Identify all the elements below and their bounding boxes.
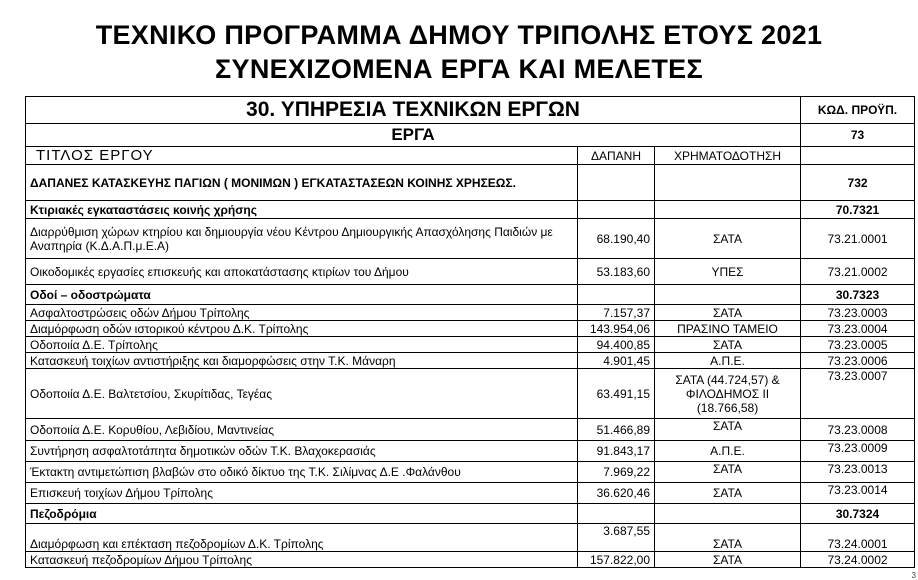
row-cost: 51.466,89 bbox=[578, 419, 655, 441]
row-cost: 7.157,37 bbox=[578, 305, 655, 321]
row-code: 73.24.0002 bbox=[801, 552, 915, 568]
table-row bbox=[26, 462, 915, 483]
works-title: ΕΡΓΑ bbox=[26, 124, 801, 147]
main-category-row bbox=[26, 165, 915, 201]
row-title: Συντήρηση ασφαλτοτάπητα δημοτικών οδών Τ.Κ. Βλαχοκερασιάς bbox=[26, 441, 578, 462]
code-header: ΚΩΔ. ΠΡΟΫΠ. bbox=[801, 97, 915, 124]
row-title: Επισκευή τοιχίων Δήμου Τρίπολης bbox=[26, 483, 578, 504]
row-code: 73.23.0008 bbox=[801, 419, 915, 441]
row-title: Διαμόρφωση οδών ιστορικού κέντρου Δ.Κ. Τρίπολης bbox=[26, 321, 578, 337]
row-code: 73.21.0002 bbox=[801, 259, 915, 285]
row-funding: ΣΑΤΑ bbox=[655, 219, 801, 259]
section-code: 30.7323 bbox=[801, 285, 915, 305]
row-funding: Α.Π.Ε. bbox=[655, 353, 801, 369]
row-title: Οικοδομικές εργασίες επισκευής και αποκατάστασης κτιρίων του Δήμου bbox=[26, 259, 578, 285]
table-row bbox=[26, 353, 915, 369]
row-code: 73.23.0009 bbox=[801, 441, 915, 462]
service-row bbox=[26, 97, 915, 124]
table-row bbox=[26, 441, 915, 462]
table-row bbox=[26, 259, 915, 285]
col-header-funding: ΧΡΗΜΑΤΟΔΟΤΗΣΗ bbox=[655, 147, 801, 165]
row-code: 73.24.0001 bbox=[801, 524, 915, 552]
table-row bbox=[26, 219, 915, 259]
section-title: Κτιριακές εγκαταστάσεις κοινής χρήσης bbox=[26, 201, 578, 219]
table-row bbox=[26, 369, 915, 419]
row-funding: ΣΑΤΑ (44.724,57) & ΦΙΛΟΔΗΜΟΣ ΙΙ (18.766,58) bbox=[655, 369, 801, 419]
column-header-row bbox=[26, 147, 915, 165]
row-funding: ΣΑΤΑ bbox=[655, 305, 801, 321]
row-code: 73.23.0007 bbox=[801, 369, 915, 419]
row-code: 73.23.0005 bbox=[801, 337, 915, 353]
col-header-cost: ΔΑΠΑΝΗ bbox=[578, 147, 655, 165]
document-title-line2: ΣΥΝΕΧΙΖΟΜΕΝΑ ΕΡΓΑ ΚΑΙ ΜΕΛΕΤΕΣ bbox=[215, 54, 703, 84]
row-funding: ΣΑΤΑ bbox=[655, 337, 801, 353]
row-cost: 4.901,45 bbox=[578, 353, 655, 369]
row-funding: ΣΑΤΑ bbox=[655, 419, 801, 441]
row-title: Οδοποιία Δ.Ε. Κορυθίου, Λεβιδίου, Μαντινείας bbox=[26, 419, 578, 441]
page-number: 3 bbox=[911, 571, 916, 580]
row-funding: ΣΑΤΑ bbox=[655, 524, 801, 552]
row-title: Κατασκευή τοιχίων αντιστήριξης και διαμορφώσεις στην Τ.Κ. Μάναρη bbox=[26, 353, 578, 369]
row-cost: 3.687,55 bbox=[578, 524, 655, 552]
row-cost: 7.969,22 bbox=[578, 462, 655, 483]
row-code: 73.21.0001 bbox=[801, 219, 915, 259]
row-cost: 63.491,15 bbox=[578, 369, 655, 419]
col-header-title: ΤΙΤΛΟΣ ΕΡΓΟΥ bbox=[26, 147, 578, 165]
row-funding: ΣΑΤΑ bbox=[655, 462, 801, 483]
service-title: 30. ΥΠΗΡΕΣΙΑ ΤΕΧΝΙΚΩΝ ΕΡΓΩΝ bbox=[26, 97, 801, 124]
row-code: 73.23.0003 bbox=[801, 305, 915, 321]
row-funding: ΥΠΕΣ bbox=[655, 259, 801, 285]
document-title-line1: ΤΕΧΝΙΚΟ ΠΡΟΓΡΑΜΜΑ ΔΗΜΟΥ ΤΡΙΠΟΛΗΣ ΕΤΟΥΣ 2021 bbox=[95, 20, 823, 50]
row-code: 73.23.0014 bbox=[801, 483, 915, 504]
section-code: 30.7324 bbox=[801, 504, 915, 524]
section-row bbox=[26, 201, 915, 219]
row-cost: 143.954,06 bbox=[578, 321, 655, 337]
row-funding: ΠΡΑΣΙΝΟ ΤΑΜΕΙΟ bbox=[655, 321, 801, 337]
table-row bbox=[26, 321, 915, 337]
row-title: Διαρρύθμιση χώρων κτηρίου και δημιουργία νέου Κέντρου Δημιουργικής Απασχόλησης Παιδιών με Αναπηρία (Κ.Δ.Α.Π.μ.Ε.Α) bbox=[26, 219, 578, 259]
row-code: 73.23.0004 bbox=[801, 321, 915, 337]
row-funding: Α.Π.Ε. bbox=[655, 441, 801, 462]
row-cost: 68.190,40 bbox=[578, 219, 655, 259]
table-row bbox=[26, 419, 915, 441]
row-title: Οδοποιία Δ.Ε. Τρίπολης bbox=[26, 337, 578, 353]
row-cost: 53.183,60 bbox=[578, 259, 655, 285]
section-title: Οδοί – οδοστρώματα bbox=[26, 285, 578, 305]
section-code: 70.7321 bbox=[801, 201, 915, 219]
table-row bbox=[26, 305, 915, 321]
table-row bbox=[26, 337, 915, 353]
main-category-code: 732 bbox=[801, 165, 915, 201]
row-cost: 91.843,17 bbox=[578, 441, 655, 462]
row-cost: 94.400,85 bbox=[578, 337, 655, 353]
table-row bbox=[26, 483, 915, 504]
row-title: Οδοποιία Δ.Ε. Βαλτετσίου, Σκυρίτιδας, Τεγέας bbox=[26, 369, 578, 419]
row-funding: ΣΑΤΑ bbox=[655, 552, 801, 568]
row-cost: 157.822,00 bbox=[578, 552, 655, 568]
works-code: 73 bbox=[801, 124, 915, 147]
section-row bbox=[26, 285, 915, 305]
section-row bbox=[26, 504, 915, 524]
section-title: Πεζοδρόμια bbox=[26, 504, 578, 524]
row-cost: 36.620,46 bbox=[578, 483, 655, 504]
row-title: Ασφαλτοστρώσεις οδών Δήμου Τρίπολης bbox=[26, 305, 578, 321]
row-code: 73.23.0013 bbox=[801, 462, 915, 483]
works-row bbox=[26, 124, 915, 147]
col-header-code-empty bbox=[801, 147, 915, 165]
row-code: 73.23.0006 bbox=[801, 353, 915, 369]
main-category-title: ΔΑΠΑΝΕΣ ΚΑΤΑΣΚΕΥΗΣ ΠΑΓΙΩΝ ( ΜΟΝΙΜΩΝ ) ΕΓΚΑΤΑΣΤΑΣΕΩΝ ΚΟΙΝΗΣ ΧΡΗΣΕΩΣ. bbox=[26, 165, 578, 201]
row-funding: ΣΑΤΑ bbox=[655, 483, 801, 504]
row-title: Έκτακτη αντιμετώπιση βλαβών στο οδικό δίκτυο της Τ.Κ. Σιλίμνας Δ.Ε .Φαλάνθου bbox=[26, 462, 578, 483]
works-table bbox=[25, 96, 915, 568]
table-row bbox=[26, 552, 915, 568]
row-title: Διαμόρφωση και επέκταση πεζοδρομίων Δ.Κ. Τρίπολης bbox=[26, 524, 578, 552]
row-title: Κατασκευή πεζοδρομίων Δήμου Τρίπολης bbox=[26, 552, 578, 568]
table-row bbox=[26, 524, 915, 552]
